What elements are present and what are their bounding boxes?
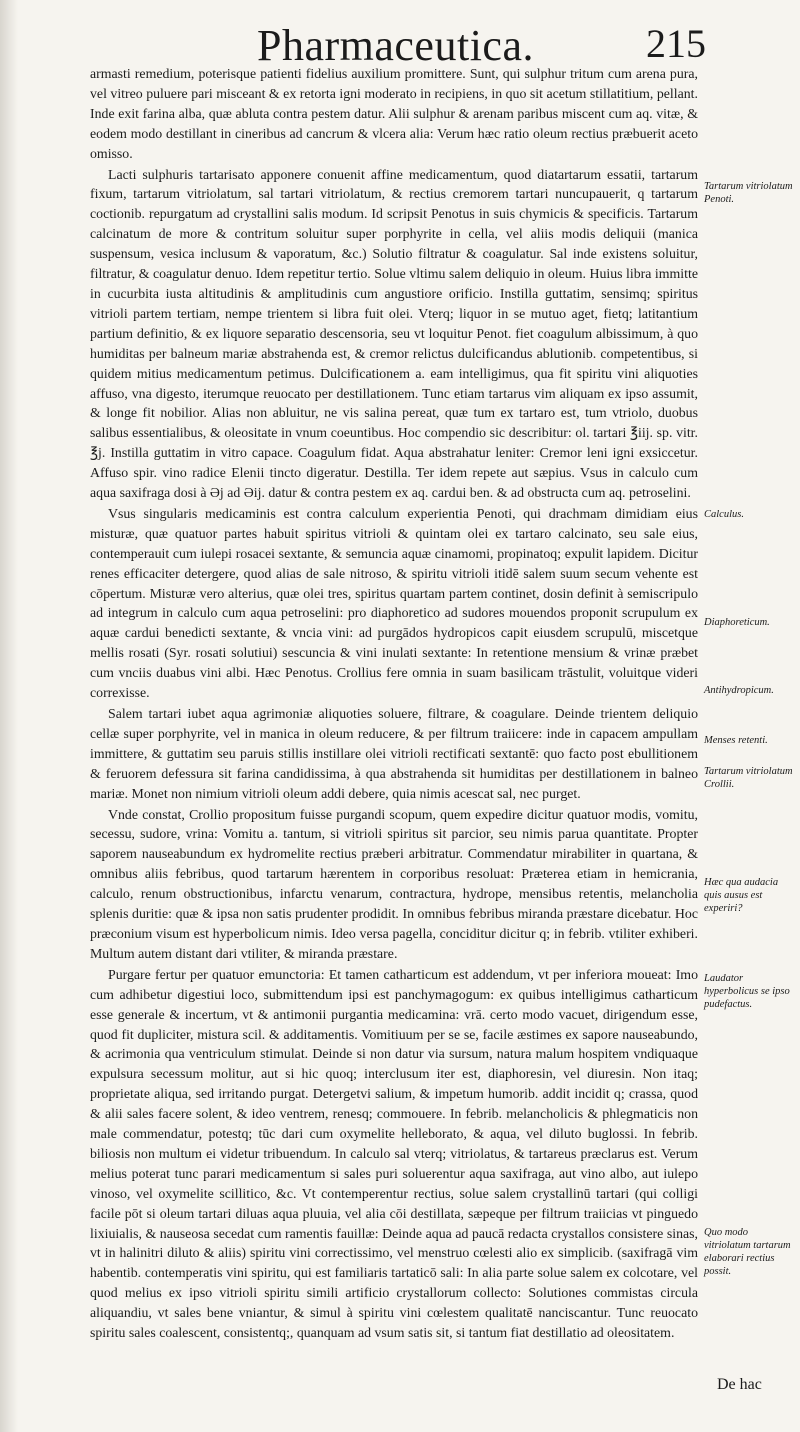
paragraph: armasti remedium, poterisque patienti fidelius auxilium promittere. Sunt, qui sulphur tritum cum arena pura, vel vitreo puluere pari misceant & ex retorta igni moderato in recipiens, in quo sit acetum stillatitium, pellant. Inde exit farina alba, quæ abluta contra pestem datur. Alii sulphur & arenam paribus miscent cum aq. vitæ, & eodem modo destillant in cineribus ad cancrum & vlcera alia: Verum hæc ratio oleum rectius præbuerit aceto omisso.	[90, 66, 698, 161]
paragraph: Salem tartari iubet aqua agrimoniæ aliquoties soluere, filtrare, & coagulare. Deinde trientem deliquio cellæ super porphyrite, vel in manica in oleum reducere, & per filtrum traiicere: inde in capacem ampullam immittere, & guttatim seu paruis stillis instillare olei vitrioli rectificati sextantē: quo facto post ebullitionem & feruorem defessura sit farina candidissima, à qua abstrahenda sit humiditas per destillationem in balneo mariæ. Monet non nimium vitrioli oleum addi debere, quia nimis acescat sal, nec purget.	[90, 706, 698, 801]
catchword: De hac	[717, 1376, 762, 1393]
paragraph: Purgare fertur per quatuor emunctoria: Et tamen catharticum est addendum, vt per inferiora moueat: Imo cum adhibetur digestiui loco, submittendum ipsi est panchymagogum: ex quibus intelligimus catharticum esse generale & incertum, vt & antimonii purgantia medicamina: vrā. certo modo vacuet, dirigendum esse, quod fit dupliciter, mistura scil. & additamentis. Vomitiuum per se se, facile æstimes ex sapore nauseabundo, & acrimonia qua ventriculum stimulat. Deinde si non datur via sursum, natura malum hospitem vndiquaque expulsura secessum molitur, aut si hic quoq; interclusum iter est, diaphoresin, vel diuresin. Non itaq; proprietate aliqua, sed irritando purgat. Detergetvi salium, & impetum humorib. addit incidit q; crassa, quod & alii sales facere solent, & ideo ventrem, renesq; commouere. In febrib. melancholicis & phlegmaticis non male commendatur, potestq; tūc dari cum oxymelite helleborato, & aqua, vel diluto buglossi. In febrib. biliosis non multum ei videtur tribuendum. In calculo sal vterq; vitriolatus, & tartareus præclarus est. Verum melius poterat tunc parari medicamentum si sales puri soluerentur aqua saxifraga, aut vino albo, aut iulepo vinoso, vel oxymelite scillitico, &c. Vt contemperentur rectius, solue salem crystallinū tartari (qui colligi facile pōt si oleum tartari diluas aqua pluuia, vel alia cōi destillata, sæpeque per filtrum traiicias vt pinguedo lixiuialis, & nauseosa secedat cum ramentis fauillæ: Deinde aqua ad paucā redacta crystallos consistere sinas, vt in halinitri diluto & aliis) spiritu vini correctissimo, vel menstruo cœlesti alio ex simplicib. (saxifragā vim habentib. contemperatis vini spiritu, qui est familiaris tartaticō sali: In alia parte solue salem ex colcotare, vel quod melius ex ipso vitrioli spiritu simili artificio crystallorum collecto: Solutiones commistas circula aliquandiu, vt sales bene vniantur, & simul à spiritu vini cœlestem qualitatē nanciscantur. Tunc reuocato spiritu sales coalescent, consistentq;, quanquam ad vsum satis sit, si tantum fiat destillatio ad oleositatem.	[90, 966, 698, 1341]
margin-note: Calculus.	[704, 509, 744, 520]
margin-note: Antihydropicum.	[704, 685, 774, 696]
paragraph: Vnde constat, Crollio propositum fuisse purgandi scopum, quem expedire dicitur quatuor modis, vomitu, secessu, sudore, vrina: Vomitu a. tantum, si vitrioli spiritus sit parcior, seu nimis parua quantitate. Propter saporem nauseabundum ex hydromelite rectius præberi arbitratur. Commendatur mirabiliter in quartana, & omnibus aliis febribus, quod tartarum hærentem in corporibus resoluat: Præterea etiam in hemicrania, calculo, renum obstructionibus, infarctu venarum, contractura, hydrope, mensibus retentis, melancholia splenis duritie: quæ & ipsa non satis prudenter prodidit. In omnibus febribus miranda præstare dicebatur. Hoc præconium visum est hyperbolicum nimis. Ideo versa pagella, conciditur dicitur q; in febrib. vtiliter exhiberi. Multum autem distant dari vtiliter, & miranda præstare.	[90, 806, 698, 961]
paragraph: Vsus singularis medicaminis est contra calculum experientia Penoti, qui drachmam dimidiam eius misturæ, quæ quatuor partes habuit spiritus vitrioli & quintam olei ex tartaro calcinato, seu sale eius, contemperauit cum iulepi rosacei sextante, & semuncia aquæ cinamomi, propinatoq; expulit lapidem. Dicitur renes efficaciter detergere, quod alias de sale nitroso, & spiritu vitrioli itidē salem suum secum vehente est cōpertum. Misturæ vero alterius, quæ olei tres, spiritus quartam partem continet, dosin definit à semiscripulo ad integrum in calculo cum aqua petroselini: pro diaphoretico ad sudores mouendos proponit scrupulum ex aquæ cardui benedicti sextante, & vncia vini: ad purgādos hydropicos capit eiusdem scrupulū, miscetque mellis rosati (Syr. rosati solutiui) sescuncia & vini inulati sextante: In retentione mensium & vrinæ præbet cum vnciis duabus vini albi. Hæc Penotus. Crollius fere omnia in suam basilicam trāstulit, voluitque videri correxisse.	[90, 505, 698, 701]
running-title: Pharmaceutica.	[257, 21, 534, 70]
margin-note: Tartarum vitriolatum Crollii.	[704, 766, 793, 790]
margin-note: Quo modo vitriolatum tartarum elaborari rectius possit.	[704, 1227, 791, 1277]
binding-shadow	[0, 0, 18, 1432]
margin-note: Tartarum vitriolatum Penoti.	[704, 181, 793, 205]
page-number: 215	[646, 21, 706, 66]
margin-note: Diaphoreticum.	[704, 617, 770, 628]
margin-note: Hæc qua audacia quis ausus est experiri?	[704, 877, 779, 914]
main-text-column	[90, 64, 698, 1343]
paragraph: Lacti sulphuris tartarisato apponere conuenit affine medicamentum, quod diatartarum essatii, tartarum fixum, tartarum vitriolatum, sal tartari vitriolatum, & rectius cremorem tartari nuncupauerit, q tartarum coctionib. repurgatum ad crystallini salis modum. Id scripsit Penotus in suis chymicis & specificis. Tartarum calcinatum de more & contritum soluitur super porphyrite in cella, vel aliis modis deliquii (manica suspensum, vesica inclusum & vaporatum, &c.) Solutio filtratur & coagulatur. Sal inde existens soluitur, filtratur, & coagulatur denuo. Idem repetitur tertio. Solue vltimu salem deliquio in oleum. Huius libra immitte in cucurbita iusta altitudinis & amplitudinis cum angustiore orificio. Instilla guttatim, sensimq; spiritus vitrioli partem tertiam, nempe trientem si libra fuit olei. Vterq; liquor in se mutuo aget, fietq; latitantium partium definitio, & ex liquore separatio descensoria, seu vt loquitur Penot. fiet coagulum albissimum, à quo humiditas per balneum mariæ abstrahenda est, & cremor relictus dulcificandus ablutionib. competentibus, si quidem mitius medicamentum petimus. Dulcificationem a. eam intelligimus, qua fit spiritu vini aliquoties affuso, vna digesto, iterumque reuocato per destillationem. Tunc etiam tartarus vim aliquam ex ipso assumit, & longe fit nobilior. Alias non abluitur, ne vis salina pereat, quæ tum ex tartaro est, tum vtriolo, duobus salibus essentialibus, & oleositate in vnum coeuntibus. Hoc compendio sic describitur: ol. tartari ℥iij. sp. vitr. ℥j. Instilla guttatim in vitro capace. Coagulum fidat. Aqua abstrahatur leniter: Cremor leni igni exsiccetur. Affuso spir. vino radice Elenii tincto digeratur. Destilla. Ter idem repete aut sæpius. Vsus in calculo cum aqua saxifraga dosi à Əj ad Əij. datur & contra pestem ex aq. cardui ben. & ad obstructa cum aq. petroselini.	[90, 166, 698, 501]
margin-note: Menses retenti.	[704, 735, 768, 746]
margin-note: Laudator hyperbolicus se ipso pudefactus.	[704, 973, 790, 1010]
